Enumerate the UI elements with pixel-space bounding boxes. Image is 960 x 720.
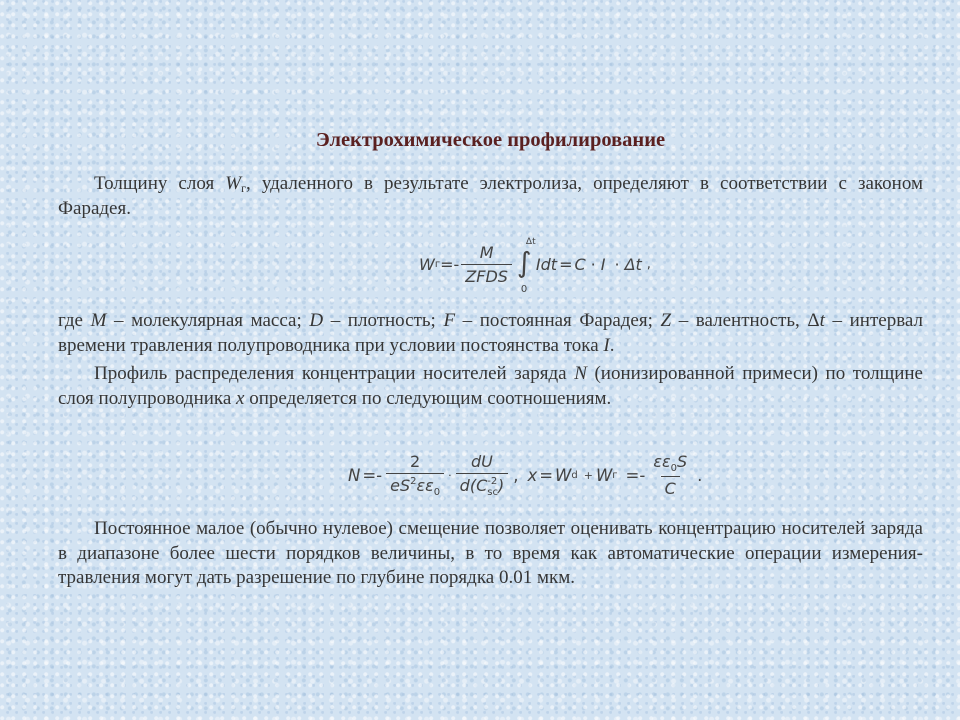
f1-trail: , [646,256,651,272]
f2-frac2-den-sub: sc [487,487,498,498]
variable: x [236,387,245,409]
f2-frac3-den: C [661,476,680,498]
paragraph-carrier-profile [58,362,923,411]
variable: W [225,173,242,194]
f2-frac1-den-sup: 2 [410,476,417,487]
f2-frac3-num-eps: εε [653,452,671,471]
f2-n: N [348,465,361,485]
formula-faraday-thickness [419,232,651,296]
variable: M [90,310,107,331]
variable: t [819,310,825,331]
paragraph-bias-note [58,517,923,591]
f2-wd: W [555,465,572,485]
f1-frac-num: M [479,242,494,262]
f1-lhs-sub: г [434,258,441,270]
f2-plus: + [583,468,593,482]
f1-dt: Δt [624,254,642,274]
f2-frac2-den-post: ) [497,476,505,495]
f1-frac-den: ZFDS [461,264,512,286]
text-run: где [58,310,91,331]
f1-int-lower: 0 [520,284,528,295]
f1-eq: = [559,254,573,274]
f2-frac1-den-es: eS [390,476,411,495]
f1-int-upper: Δt [525,237,536,247]
text-run: , удаленного в результате электролиза, определяют в соответствии с законом Фарадея. [58,173,923,219]
paragraph-layer-thickness [58,172,923,221]
f2-frac1-den-eps: εε [416,476,434,495]
text-run: – валентность, Δ [671,310,820,331]
f2-fraction-3 [649,452,691,498]
f2-sep: , [513,465,519,485]
f1-dot: · [590,254,596,274]
text-run: Толщину слоя [94,173,226,194]
f2-frac1-num: 2 [410,452,421,471]
f2-frac2-den-sup: -2 [487,476,498,487]
text-run: . [609,334,615,356]
f1-lhs: W [419,254,435,274]
slide [58,0,923,720]
slide-title: Электрохимическое профилирование [315,129,666,151]
f2-frac1-den [386,473,444,498]
text-run: определяется по следующим соотношениям. [244,387,612,409]
f2-frac2-den [456,473,509,498]
f2-wd-sub: d [571,469,578,481]
text-run: (ионизированной примеси) по толщине слоя полупроводника [58,363,923,409]
variable: I [603,334,610,356]
f1-eq-minus: =- [440,254,460,274]
f2-trail: . [697,465,703,485]
f2-frac1-den-sub: 0 [433,487,441,498]
variable: Z [660,310,672,331]
variable: F [443,310,456,331]
f2-frac2-num: dU [471,452,493,471]
f2-eq-minus2: =- [625,465,646,485]
f1-dot2: · [614,254,620,274]
formula-carrier-concentration [348,445,702,505]
text-run: Постоянное малое (обычно нулевое) смещение позволяет оценивать концентрацию носителей заряда в диапазоне более шести порядков величины, в то время как автоматические операции измерения-травления могут дать разрешение по глубине порядка 0.01 мкм. [58,518,923,588]
f2-frac3-num [649,452,691,476]
f2-fraction-1 [386,452,444,498]
f1-integral [516,237,536,295]
f1-i: I [600,254,606,274]
f2-x: x [527,465,538,485]
f2-dot: · [448,468,452,482]
f2-frac2-den-pre: d(C [459,476,488,495]
subscript: г [241,181,247,195]
integral-sign: ∫ [516,246,532,279]
text-run: Профиль распределения концентрации носителей заряда [94,363,575,384]
f2-frac3-num-sub: 0 [670,463,677,474]
f2-fraction-2 [456,452,509,498]
f1-c: C [574,254,586,274]
f1-fraction [461,243,512,286]
f2-eq: = [539,465,554,485]
variable: D [309,310,324,331]
paragraph-variable-definitions [58,309,923,358]
f2-eq-minus: =- [362,465,383,485]
text-run: – плотность; [323,310,444,331]
text-run: – постоянная Фарадея; [455,310,661,331]
variable: N [574,363,587,384]
text-run: – молекулярная масса; [106,310,310,331]
f2-wr: W [595,465,613,485]
f1-integrand: Idt [535,254,558,274]
f2-frac3-num-s: S [677,452,688,471]
f2-wr-sub: г [612,469,618,481]
text-run: – интервал времени травления полупроводника при условии постоянства тока [58,310,923,356]
